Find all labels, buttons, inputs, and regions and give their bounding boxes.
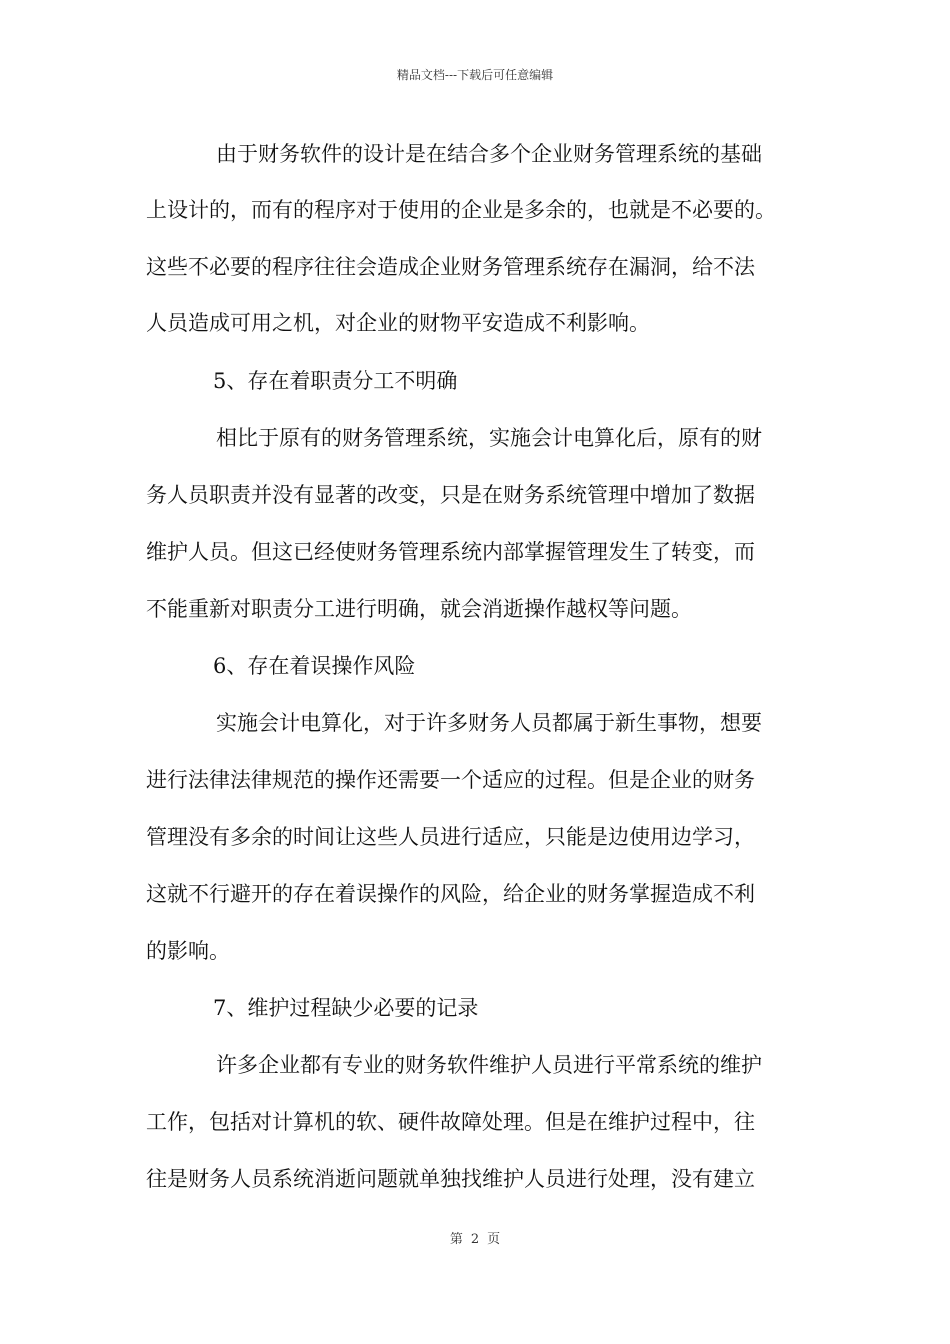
paragraph-line: 这些不必要的程序往往会造成企业财务管理系统存在漏洞，给不法 xyxy=(146,255,755,279)
paragraph-line: 进行法律法律规范的操作还需要一个适应的过程。但是企业的财务 xyxy=(146,768,755,792)
paragraph-line: 务人员职责并没有显著的改变，只是在财务系统管理中增加了数据 xyxy=(146,483,755,507)
paragraph-line: 人员造成可用之机，对企业的财物平安造成不利影响。 xyxy=(146,311,650,335)
paragraph-line: 的影响。 xyxy=(146,939,230,963)
paragraph-line: 这就不行避开的存在着误操作的风险，给企业的财务掌握造成不利 xyxy=(146,882,755,906)
page-number-suffix: 页 xyxy=(487,1232,501,1247)
paragraph-line: 维护人员。但这已经使财务管理系统内部掌握管理发生了转变，而 xyxy=(146,540,755,564)
page-footer xyxy=(0,1228,950,1247)
paragraph-line: 工作，包括对计算机的软、硬件故障处理。但是在维护过程中，往 xyxy=(146,1110,755,1134)
page-header: 精品文档---下载后可任意编辑 xyxy=(396,68,554,82)
paragraph-line: 许多企业都有专业的财务软件维护人员进行平常系统的维护 xyxy=(216,1053,762,1077)
paragraph-line: 往是财务人员系统消逝问题就单独找维护人员进行处理，没有建立 xyxy=(146,1167,755,1191)
paragraph-line: 实施会计电算化，对于许多财务人员都属于新生事物，想要 xyxy=(216,711,762,735)
page-number-prefix: 第 xyxy=(449,1232,463,1247)
section-heading: 6、存在着误操作风险 xyxy=(213,654,416,678)
paragraph-line: 相比于原有的财务管理系统，实施会计电算化后，原有的财 xyxy=(216,426,762,450)
paragraph-line: 由于财务软件的设计是在结合多个企业财务管理系统的基础 xyxy=(216,142,762,166)
page-number: 2 xyxy=(470,1232,480,1247)
paragraph-line: 不能重新对职责分工进行明确，就会消逝操作越权等问题。 xyxy=(146,597,692,621)
paragraph-line: 管理没有多余的时间让这些人员进行适应，只能是边使用边学习， xyxy=(146,825,755,849)
section-heading: 7、维护过程缺少必要的记录 xyxy=(213,996,479,1020)
paragraph-line: 上设计的，而有的程序对于使用的企业是多余的，也就是不必要的。 xyxy=(146,198,776,222)
section-heading: 5、存在着职责分工不明确 xyxy=(213,369,458,393)
